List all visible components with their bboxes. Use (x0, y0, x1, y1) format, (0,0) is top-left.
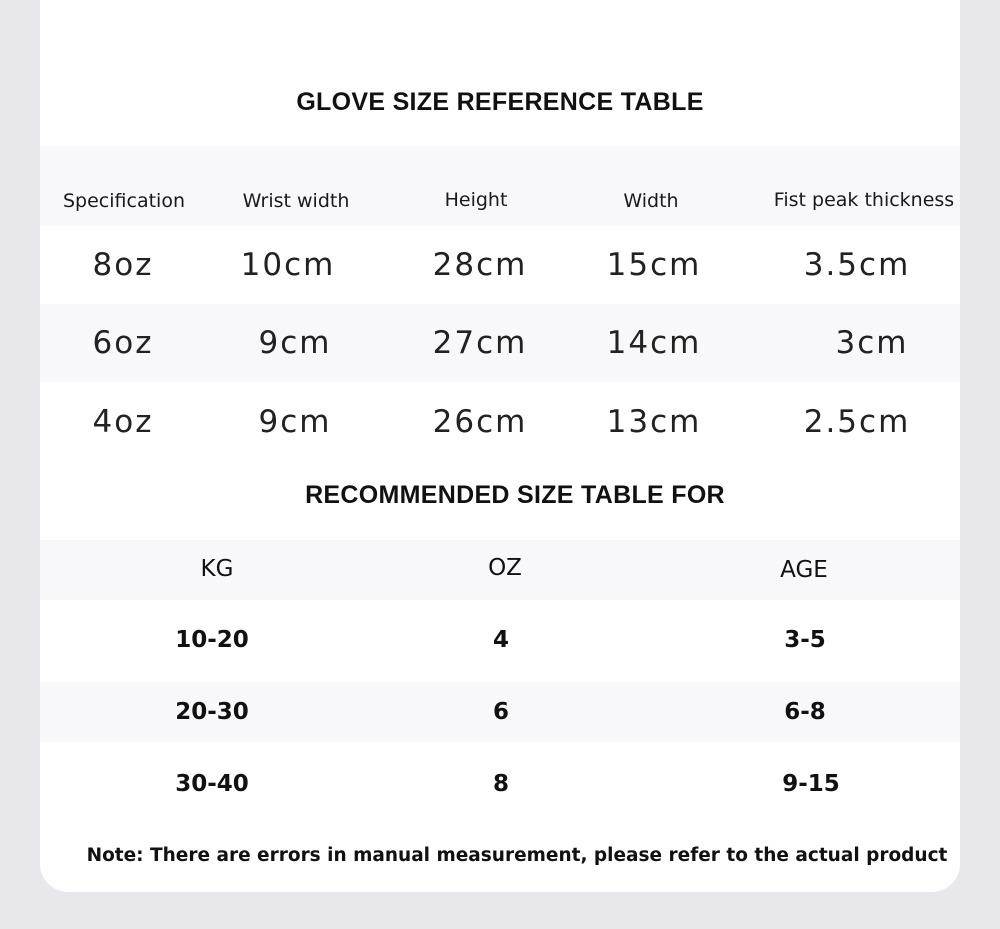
fist-thickness-cell: 3cm (835, 325, 909, 361)
fist-thickness-cell: 3.5cm (803, 247, 911, 283)
oz-cell: 6 (492, 699, 510, 725)
header-fist-peak-thickness: Fist peak thickness (773, 189, 955, 211)
oz-cell: 8 (492, 771, 510, 797)
width-cell: 14cm (606, 325, 702, 361)
header-kg: KG (200, 556, 234, 582)
age-cell: 6-8 (784, 699, 826, 725)
measurement-note: Note: There are errors in manual measurement, please refer to the actual product (86, 845, 948, 866)
header-oz: OZ (488, 555, 522, 581)
height-cell: 26cm (432, 404, 528, 440)
header-height: Height (444, 189, 508, 211)
wrist-width-cell: 9cm (258, 325, 332, 361)
height-cell: 27cm (432, 325, 528, 361)
wrist-width-cell: 10cm (240, 247, 336, 283)
header-wrist-width: Wrist width (242, 190, 350, 212)
kg-cell: 10-20 (175, 627, 249, 653)
width-cell: 15cm (606, 247, 702, 283)
kg-cell: 20-30 (175, 699, 249, 725)
wrist-width-cell: 9cm (258, 404, 332, 440)
age-cell: 3-5 (784, 627, 826, 653)
size-chart-card (40, 0, 960, 892)
spec-cell: 8oz (92, 247, 154, 283)
header-specification: Specification (63, 190, 185, 212)
glove-table-header-band (40, 146, 960, 226)
width-cell: 13cm (606, 404, 702, 440)
glove-table-title: GLOVE SIZE REFERENCE TABLE (296, 88, 704, 116)
spec-cell: 4oz (92, 404, 154, 440)
fist-thickness-cell: 2.5cm (803, 404, 911, 440)
header-age: AGE (780, 557, 828, 583)
kg-cell: 30-40 (175, 771, 249, 797)
recommended-table-title: RECOMMENDED SIZE TABLE FOR (305, 481, 725, 509)
age-cell: 9-15 (782, 771, 840, 797)
spec-cell: 6oz (92, 325, 154, 361)
oz-cell: 4 (492, 627, 510, 653)
header-width: Width (623, 190, 679, 212)
height-cell: 28cm (432, 247, 528, 283)
